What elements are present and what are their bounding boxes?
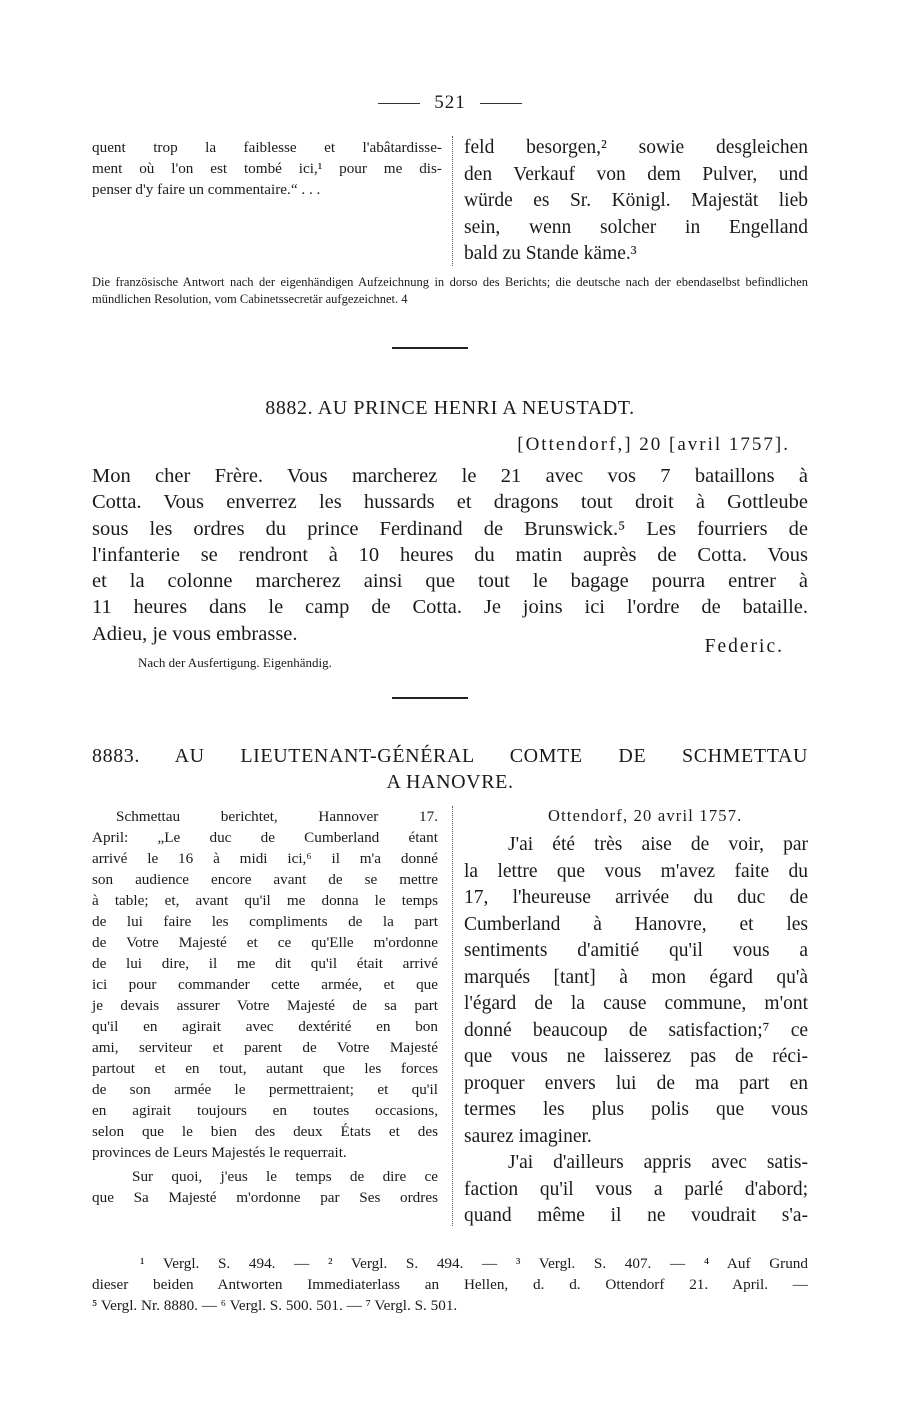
letter-heading: 8883. AU LIEUTENANT-GÉNÉRAL COMTE DE SCHMETTAU: [92, 745, 808, 767]
text-line: de lui dire, il me dit qu'il était arrivé: [92, 955, 438, 972]
text-line: 17, l'heureuse arrivée du duc de: [464, 887, 808, 908]
text-line: termes les plus polis que vous: [464, 1099, 808, 1120]
letter-heading-line2: A HANOVRE.: [386, 771, 514, 793]
text-line: selon que le bien des deux États et des: [92, 1123, 438, 1140]
text-line: J'ai été très aise de voir, par: [508, 834, 808, 855]
text-line: sous les ordres du prince Ferdinand de Brunswick.⁵ Les fourriers de: [92, 517, 808, 540]
dateline: Ottendorf, 20 avril 1757.: [548, 806, 743, 825]
text-line: qu'il en agirait avec dextérité en bon: [92, 1018, 438, 1035]
text-line: quent trop la faiblesse et l'abâtardisse-: [92, 139, 442, 156]
column-divider: [452, 806, 453, 1226]
text-line: faction qu'il vous a parlé d'abord;: [464, 1178, 808, 1200]
text-line: en agirait toujours en toutes occasions,: [92, 1102, 438, 1119]
footnote-line: dieser beiden Antworten Immediaterlass an Hellen, d. d. Ottendorf 21. April. —: [92, 1276, 808, 1293]
letter-heading: 8882. AU PRINCE HENRI A NEUSTADT.: [265, 397, 635, 419]
text-line: würde es Sr. Königl. Majestät lieb: [464, 190, 808, 211]
source-note: Nach der Ausfertigung. Eigenhändig.: [138, 655, 332, 670]
text-line: Sur quoi, j'eus le temps de dire ce: [132, 1168, 438, 1185]
top-right-column: [464, 135, 808, 268]
column-divider: [452, 136, 453, 266]
text-line: l'égard de la cause commune, m'ont: [464, 993, 808, 1014]
text-line: je devais assurer Votre Majesté de sa part: [92, 997, 438, 1014]
section-rule: [392, 697, 468, 699]
text-line: provinces de Leurs Majestés le requerrait.: [92, 1144, 347, 1161]
dash-right: [480, 103, 522, 104]
text-line: à table; et, avant qu'il me donna le temps: [92, 892, 438, 909]
top-left-column: [92, 137, 442, 200]
text-line: April: „Le duc de Cumberland étant: [92, 829, 438, 846]
signature: Federic.: [704, 636, 784, 657]
text-line: quand même il ne voudrait s'a-: [464, 1205, 808, 1226]
text-line: 11 heures dans le camp de Cotta. Je joins ici l'ordre de bataille.: [92, 596, 808, 619]
text-line: son audience encore avant de se mettre: [92, 871, 438, 888]
text-line: de Votre Majesté et ce qu'Elle m'ordonne: [92, 934, 438, 951]
text-line: bald zu Stande käme.³: [464, 243, 637, 264]
text-line: Adieu, je vous embrasse.: [92, 622, 298, 645]
text-line: ment où l'on est tombé ici,¹ pour me dis-: [92, 160, 442, 177]
text-line: l'infanterie se rendront à 10 heures du matin auprès de Cotta. Vous: [92, 543, 808, 566]
source-note: Die französische Antwort nach der eigenhändigen Aufzeichnung in dorso des Berichts; die deutsche nach der ebendaselbst befindlichen mündlichen Resolution, vom Cabinetssecretär aufgezeichnet. 4: [92, 275, 808, 306]
text-line: ici pour commander cette armée, et que: [92, 976, 438, 993]
text-line: la lettre que vous m'avez faite du: [464, 860, 808, 882]
text-line: Mon cher Frère. Vous marcherez le 21 avec vos 7 bataillons à: [92, 465, 808, 487]
dash-left: [378, 103, 420, 104]
footnote-line: ⁵ Vergl. Nr. 8880. — ⁶ Vergl. S. 500. 501. — ⁷ Vergl. S. 501.: [92, 1297, 458, 1314]
text-line: de lui faire les compliments de la part: [92, 913, 438, 930]
report-column: [92, 806, 438, 1208]
text-line: Schmettau berichtet, Hannover 17.: [116, 808, 438, 825]
footnote-line: ¹ Vergl. S. 494. — ² Vergl. S. 494. — ³ Vergl. S. 407. — ⁴ Auf Grund: [140, 1255, 808, 1272]
text-line: marqués [tant] à mon égard qu'à: [464, 966, 808, 988]
page-number-line: [0, 92, 900, 114]
text-line: J'ai d'ailleurs appris avec satis-: [508, 1152, 808, 1173]
text-line: den Verkauf von dem Pulver, und: [464, 163, 808, 185]
text-line: proquer envers lui de ma part en: [464, 1072, 808, 1094]
text-line: penser d'y faire un commentaire.“ . . .: [92, 181, 321, 198]
reply-column: [464, 832, 808, 1230]
text-line: sentiments d'amitié qu'il vous a: [464, 940, 808, 961]
text-line: Cotta. Vous enverrez les hussards et dragons tout droit à Gottleube: [92, 491, 808, 514]
text-line: partout et en tout, autant que les forces: [92, 1060, 438, 1077]
text-line: de son armée le permettraient; et qu'il: [92, 1081, 438, 1098]
text-line: que vous ne laisserez pas de réci-: [464, 1046, 808, 1067]
text-line: saurez imaginer.: [464, 1125, 592, 1147]
text-line: et la colonne marcherez ainsi que tout le bagage pourra entrer à: [92, 570, 808, 593]
text-line: ami, serviteur et parent de Votre Majesté: [92, 1039, 438, 1056]
letter-body: [92, 463, 808, 647]
text-line: feld besorgen,² sowie desgleichen: [464, 137, 808, 158]
text-line: donné beaucoup de satisfaction;⁷ ce: [464, 1019, 808, 1041]
footnotes: [92, 1253, 808, 1316]
section-rule: [392, 347, 468, 349]
text-line: Cumberland à Hanovre, et les: [464, 913, 808, 935]
text-line: sein, wenn solcher in Engelland: [464, 216, 808, 238]
dateline: [Ottendorf,] 20 [avril 1757].: [517, 434, 790, 455]
text-line: que Sa Majesté m'ordonne par Ses ordres: [92, 1189, 438, 1206]
text-line: arrivé le 16 à midi ici,⁶ il m'a donné: [92, 850, 438, 867]
page-number: 521: [434, 92, 466, 113]
